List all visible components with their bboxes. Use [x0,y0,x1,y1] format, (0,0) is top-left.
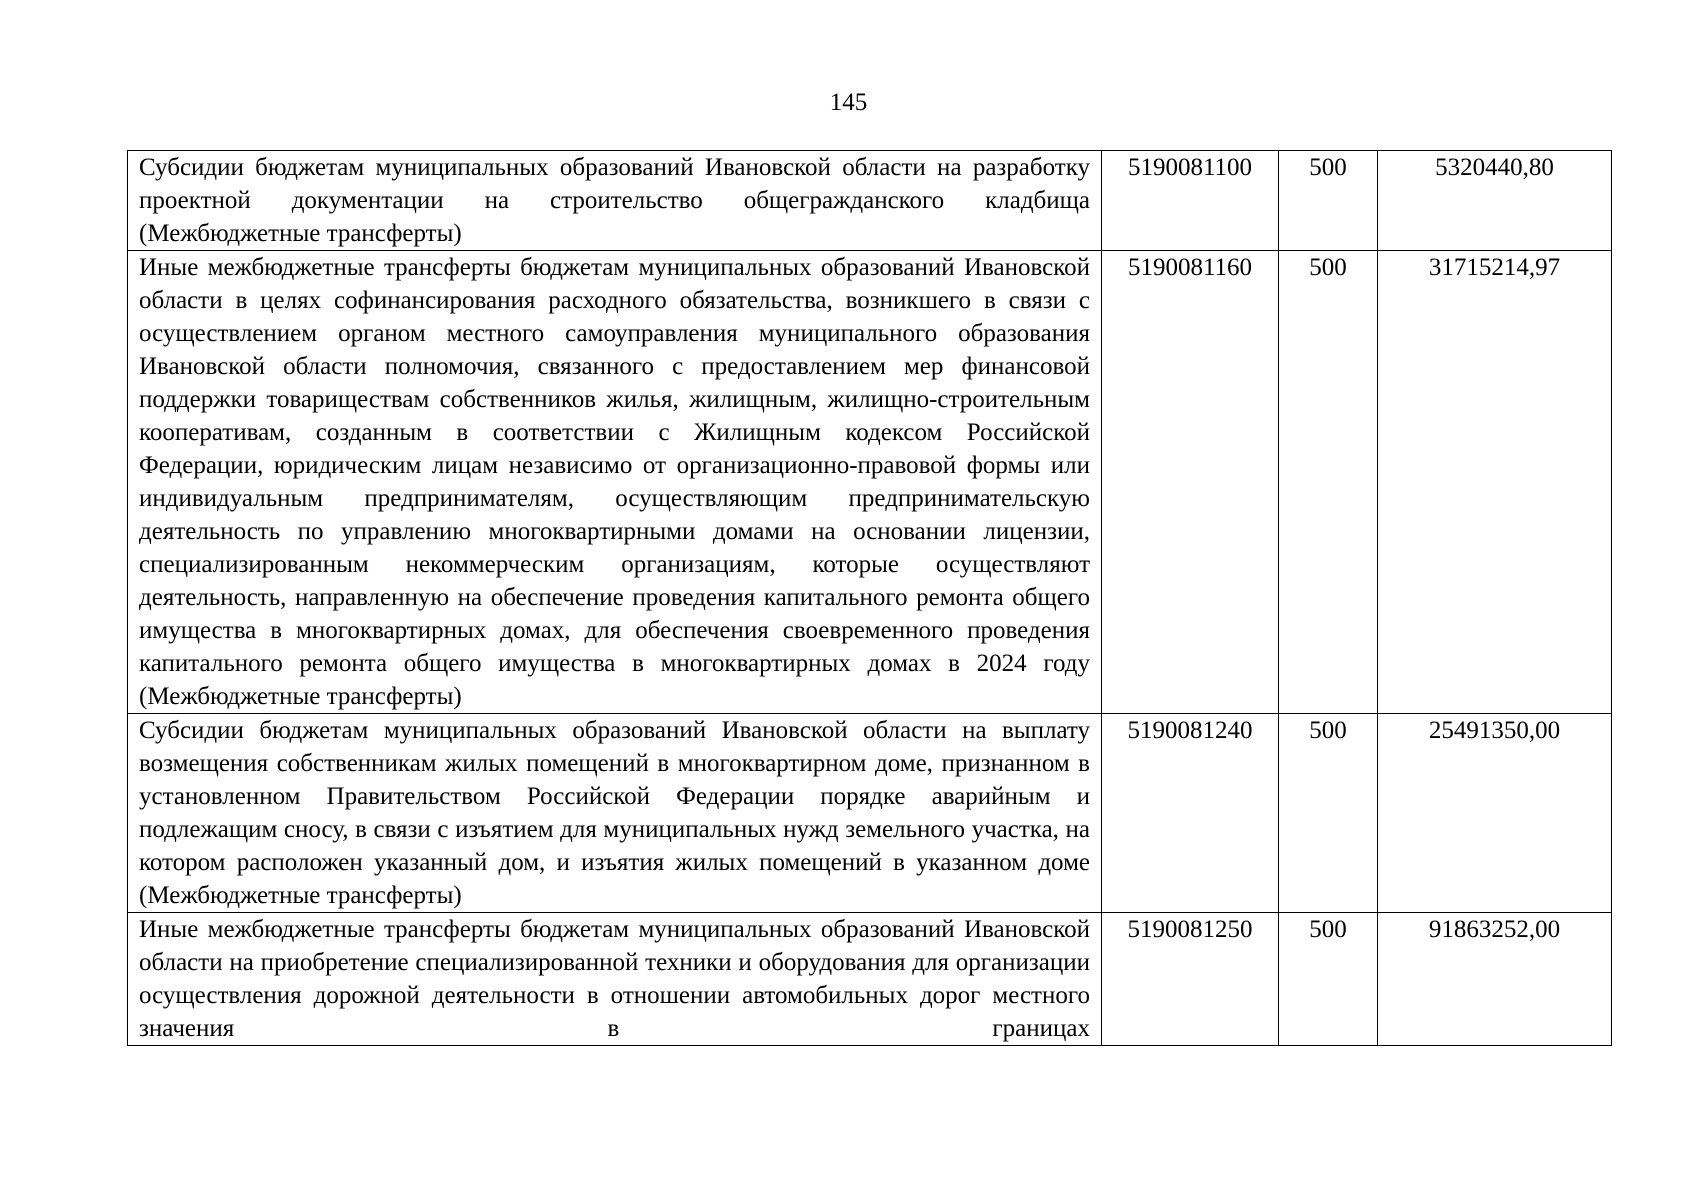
row-expense-type: 500 [1279,913,1378,1046]
row-description: Иные межбюджетные трансферты бюджетам муниципальных образований Ивановской области в целях софинансирования расходного обязательства, возникшего в связи с осуществлением органом местного самоуправления муниципального образования Ивановской области полномочия, связанного с предоставлением мер финансовой поддержки товариществам собственников жилья, жилищным, жилищно-строительным кооперативам, созданным в соответствии с Жилищным кодексом Российской Федерации, юридическим лицам независимо от организационно-правовой формы или индивидуальным предпринимателям, осуществляющим предпринимательскую деятельность по управлению многоквартирными домами на основании лицензии, специализированным некоммерческим организациям, которые осуществляют деятельность, направленную на обеспечение проведения капитального ремонта общего имущества в многоквартирных домах, для обеспечения своевременного проведения капитального ремонта общего имущества в многоквартирных домах в 2024 году (Межбюджетные трансферты) [128,251,1102,714]
row-target-code: 5190081160 [1102,251,1279,714]
row-amount: 31715214,97 [1378,251,1612,714]
row-amount: 5320440,80 [1378,151,1612,251]
table-row [128,913,1612,1046]
budget-table [127,150,1612,1046]
table-row [128,714,1612,913]
row-expense-type: 500 [1279,714,1378,913]
table-row [128,251,1612,714]
row-amount: 91863252,00 [1378,913,1612,1046]
table-row [128,151,1612,251]
row-target-code: 5190081250 [1102,913,1279,1046]
page-number: 145 [829,89,868,116]
row-description: Субсидии бюджетам муниципальных образований Ивановской области на разработку проектной документации на строительство общегражданского кладбища (Межбюджетные трансферты) [128,151,1102,251]
row-description: Иные межбюджетные трансферты бюджетам муниципальных образований Ивановской области на приобретение специализированной техники и оборудования для организации осуществления дорожной деятельности в отношении автомобильных дорог местного значения в границах [128,913,1102,1046]
row-amount: 25491350,00 [1378,714,1612,913]
row-expense-type: 500 [1279,251,1378,714]
row-description: Субсидии бюджетам муниципальных образований Ивановской области на выплату возмещения собственникам жилых помещений в многоквартирном доме, признанном в установленном Правительством Российской Федерации порядке аварийным и подлежащим сносу, в связи с изъятием для муниципальных нужд земельного участка, на котором расположен указанный дом, и изъятия жилых помещений в указанном доме (Межбюджетные трансферты) [128,714,1102,913]
row-target-code: 5190081100 [1102,151,1279,251]
row-target-code: 5190081240 [1102,714,1279,913]
row-expense-type: 500 [1279,151,1378,251]
